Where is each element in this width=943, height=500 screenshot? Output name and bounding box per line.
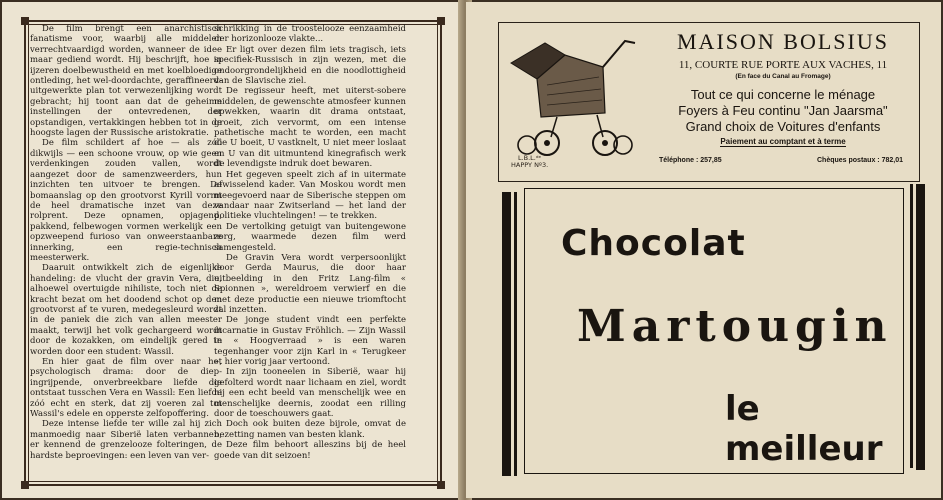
paragraph: En hier gaat de film over naar het psychologisch drama: door de diep-ingrijpende, onverbreekbare liefde die ontstaat tusschen Vera en Wassil: Een liefde zóó echt en sterk, dat zij voeren zal tot Wassil's edele en opperste zelfopoffering.	[30, 357, 222, 420]
paragraph: Daaruit ontwikkelt zich de eigenlijke handeling: de vlucht der gravin Vera, die, alhoewel overtuigde nihiliste, toch niet de kracht bezat om het doodend schot op den grootvorst af te vuren, medegesleurd wordt in de paniek die zich van allen meester maakt, terwijl het volk gechargeerd wordt door de kozakken, om eindelijk gered te worden door een student: Wassil.	[30, 263, 222, 357]
frame-corner-ornament	[437, 17, 445, 25]
frame-corner-ornament	[437, 481, 445, 489]
paragraph: Doch ook buiten deze bijrole, omvat de bezetting namen van besten klank.	[214, 419, 406, 440]
pram-model: HAPPY Nº3.	[511, 161, 549, 169]
tagline-household: Tout ce qui concerne le ménage	[690, 87, 876, 102]
payment-terms-text: Paiement au comptant et à terme	[720, 137, 846, 146]
pram-model-caption	[511, 155, 548, 169]
ad-headline-chocolat: Chocolat	[561, 223, 746, 264]
payment-terms	[649, 137, 917, 146]
paragraph: In zijn tooneelen in Siberië, waar hij gefolterd wordt naar lichaam en ziel, wordt hij een echt beeld van menschelijk wee en menschelijke deernis, zoodat een rilling door de toeschouwers gaat.	[214, 367, 406, 420]
ad-border-bar	[514, 192, 517, 476]
paragraph: schrikking in de troostelooze eenzaamheid der horizonlooze vlakte...	[214, 24, 406, 45]
frame-corner-ornament	[21, 17, 29, 25]
ad-border-bar	[916, 184, 925, 470]
shop-address-note: (En face du Canal au Fromage)	[735, 73, 831, 80]
article-column-1	[30, 24, 222, 462]
paragraph: De Gravin Vera wordt verpersoonlijkt door Gerda Maurus, die door haar uitbeelding in den Fritz Lang-film « Spionnen », wereldroem verwierf en die met deze productie een nieuwe triomftocht zal inzetten.	[214, 252, 406, 315]
paragraph: De film brengt een anarchistisch fanatisme voor, waarbij alle middelen verrechtvaardigd worden, wanneer de idee maar gediend wordt. Hij beschrijft, hoe in ijzeren doelbewustheid en met koelbloedige ontleding, het wel-doordachte, geraffineerd-uitgewerkte plan tot verwezenlijking wordt gebracht; hij toont aan dat de geheime instellingen der ontevredenen, der opstandigen, vertakkingen hebben tot in de hoogste lagen der Russische aristokratie.	[30, 24, 222, 139]
ad-border-bar	[502, 192, 511, 476]
paragraph: Het gegeven speelt zich af in uitermate afwisselend kader. Van Moskou wordt men meegevoerd naar de Siberische steppen om vandaar naar Zwitserland — het land der politieke vluchtelingen! — te trekken.	[214, 169, 406, 222]
ad-brand-martougin: Martougin	[577, 301, 893, 352]
paragraph: Deze intense liefde ter wille zal hij zich manmoedig naar Siberië laten verbannen, er kennend de grenzelooze folteringen, de hardste beproevingen: een leven van ver-	[30, 419, 222, 461]
maison-bolsius-ad	[498, 22, 920, 182]
shop-address: 11, COURTE RUE PORTE AUX VACHES, 11	[678, 59, 888, 71]
tagline-stoves: Foyers à Feu continu "Jan Jaarsma"	[678, 103, 888, 118]
frame-corner-ornament	[21, 481, 29, 489]
left-page	[2, 2, 462, 498]
paragraph: De regisseur heeft, met uiterst-sobere middelen, de gewenschte atmosfeer kunnen opwekken, waarin dit drama ontstaat, groeit, zich vervormt, om een intense pathetische macht te worden, een macht die U boeit, U vastknelt, U niet meer loslaat en U van dit uitmuntend kinegrafisch werk de levendigste indruk doet bewaren.	[214, 86, 406, 170]
pram-illustration	[507, 33, 637, 161]
shop-name: MAISON BOLSIUS	[677, 29, 889, 54]
telephone: Téléphone : 257,85	[659, 157, 722, 164]
paragraph: Deze film behoort alleszins bij de heel goede van dit seizoen!	[214, 440, 406, 461]
right-page	[466, 2, 941, 498]
paragraph: Er ligt over dezen film iets tragisch, iets specifiek-Russisch in zijn wezen, met die ondoorgrondelijkheid en die noodlottigheid van de Slavische ziel.	[214, 44, 406, 87]
pram-maker: L.B.L.ᵈᵉ	[517, 154, 542, 162]
postal-cheques: Chèques postaux : 782,01	[817, 157, 903, 164]
paragraph: De vertolking getuigt van buitengewone zorg, waarmede dezen film werd samengesteld.	[214, 221, 406, 253]
chocolat-martougin-ad	[502, 182, 932, 478]
paragraph: De film schildert af hoe — als zóó dikwijls — een schoone vrouw, op wie geen verdenkingen zouden vallen, wordt aangezet door de samenzweerders, hun inzichten ten uitvoer te brengen. De bomaanslag op den grootvorst Kyrill vormt de heel dramatische inzet van deze rolprent. Deze opnamen, opjagend, pakkend, felbewogen vormen werkelijk een opzweepend furioso van onweerstaanbare innerking, een regie-technisch meesterwerk.	[30, 138, 222, 263]
tagline-prams: Grand choix de Voitures d'enfants	[685, 119, 881, 134]
ad-slogan: le meilleur	[725, 389, 883, 469]
ad-inner-frame	[524, 188, 904, 474]
article-column-2	[214, 24, 406, 462]
ad-border-bar	[910, 184, 913, 468]
paragraph: De jonge student vindt een perfekte incarnatie in Gustav Fröhlich. — Zijn Wassil in « Hoogverraad » is een waren tegenhanger voor zijn Karl in « Terugkeer », hier vorig jaar vertoond.	[214, 315, 406, 367]
